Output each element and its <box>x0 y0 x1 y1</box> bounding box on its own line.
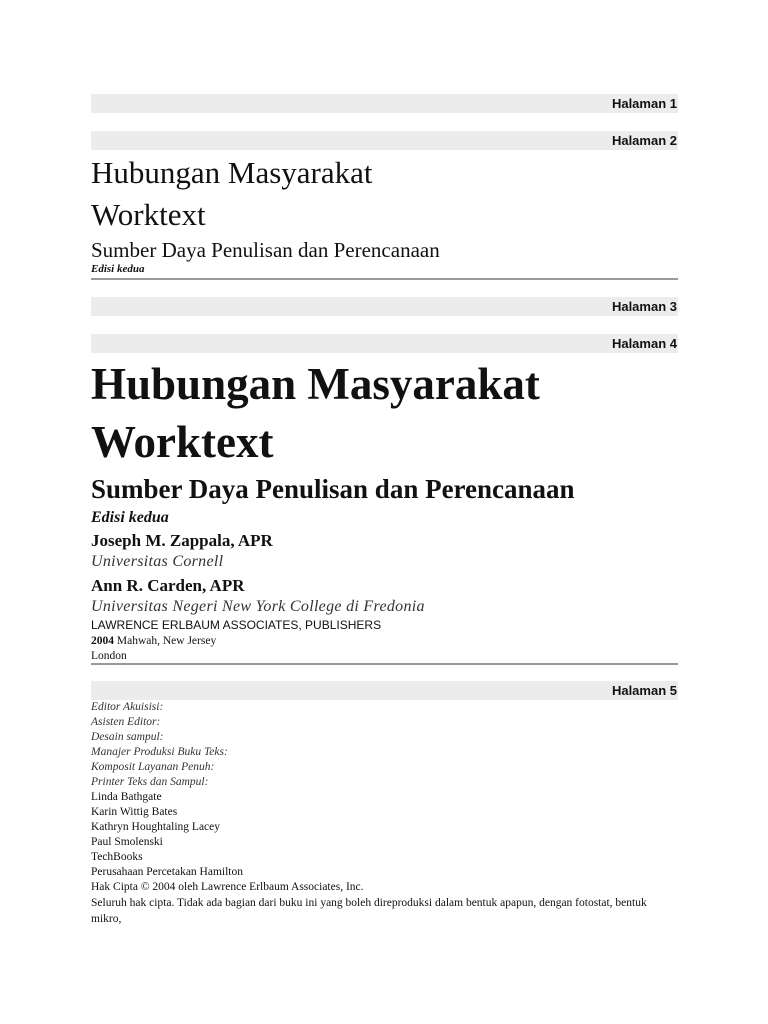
edition-label-large: Edisi kedua <box>91 509 169 526</box>
rights-notice: Seluruh hak cipta. Tidak ada bagian dari buku ini yang boleh direproduksi dalam bentuk apapun, dengan fotostat, bentuk mikro, <box>91 897 647 925</box>
role-label: Desain sampul: <box>91 731 164 743</box>
affiliation-2: Universitas Negeri New York College di Fredonia <box>91 598 425 615</box>
page-marker-2: Halaman 2 <box>91 131 678 150</box>
credit-name: TechBooks <box>91 851 143 863</box>
publisher-name: LAWRENCE ERLBAUM ASSOCIATES, PUBLISHERS <box>91 618 382 632</box>
role-label: Komposit Layanan Penuh: <box>91 761 215 773</box>
edition-label: Edisi kedua <box>91 263 145 275</box>
page-marker-3: Halaman 3 <box>91 297 678 316</box>
location-london: London <box>91 650 127 662</box>
book-title-large-line2: Worktext <box>91 417 274 467</box>
credit-name: Perusahaan Percetakan Hamilton <box>91 866 243 878</box>
location-mahwah: Mahwah, New Jersey <box>114 635 217 647</box>
book-subtitle-large: Sumber Daya Penulisan dan Perencanaan <box>91 474 575 504</box>
divider <box>91 278 678 280</box>
credit-name: Paul Smolenski <box>91 836 163 848</box>
credit-name: Linda Bathgate <box>91 791 162 803</box>
page-marker-1: Halaman 1 <box>91 94 678 113</box>
book-title-large-line1: Hubungan Masyarakat <box>91 359 540 409</box>
role-label: Manajer Produksi Buku Teks: <box>91 746 228 758</box>
publisher-location <box>91 634 216 649</box>
copyright-notice: Hak Cipta © 2004 oleh Lawrence Erlbaum Associates, Inc. <box>91 881 364 893</box>
affiliation-1: Universitas Cornell <box>91 553 224 570</box>
publication-year: 2004 <box>91 635 114 647</box>
credit-name: Kathryn Houghtaling Lacey <box>91 821 221 833</box>
divider <box>91 663 678 665</box>
role-label: Asisten Editor: <box>91 716 161 728</box>
book-title-line1: Hubungan Masyarakat <box>91 155 373 190</box>
book-subtitle: Sumber Daya Penulisan dan Perencanaan <box>91 238 440 262</box>
author-1: Joseph M. Zappala, APR <box>91 531 273 550</box>
credit-name: Karin Wittig Bates <box>91 806 178 818</box>
role-label: Printer Teks dan Sampul: <box>91 776 209 788</box>
author-2: Ann R. Carden, APR <box>91 576 245 595</box>
page-marker-5: Halaman 5 <box>91 681 678 700</box>
page-marker-4: Halaman 4 <box>91 334 678 353</box>
role-label: Editor Akuisisi: <box>91 701 164 713</box>
book-title-line2: Worktext <box>91 197 206 232</box>
